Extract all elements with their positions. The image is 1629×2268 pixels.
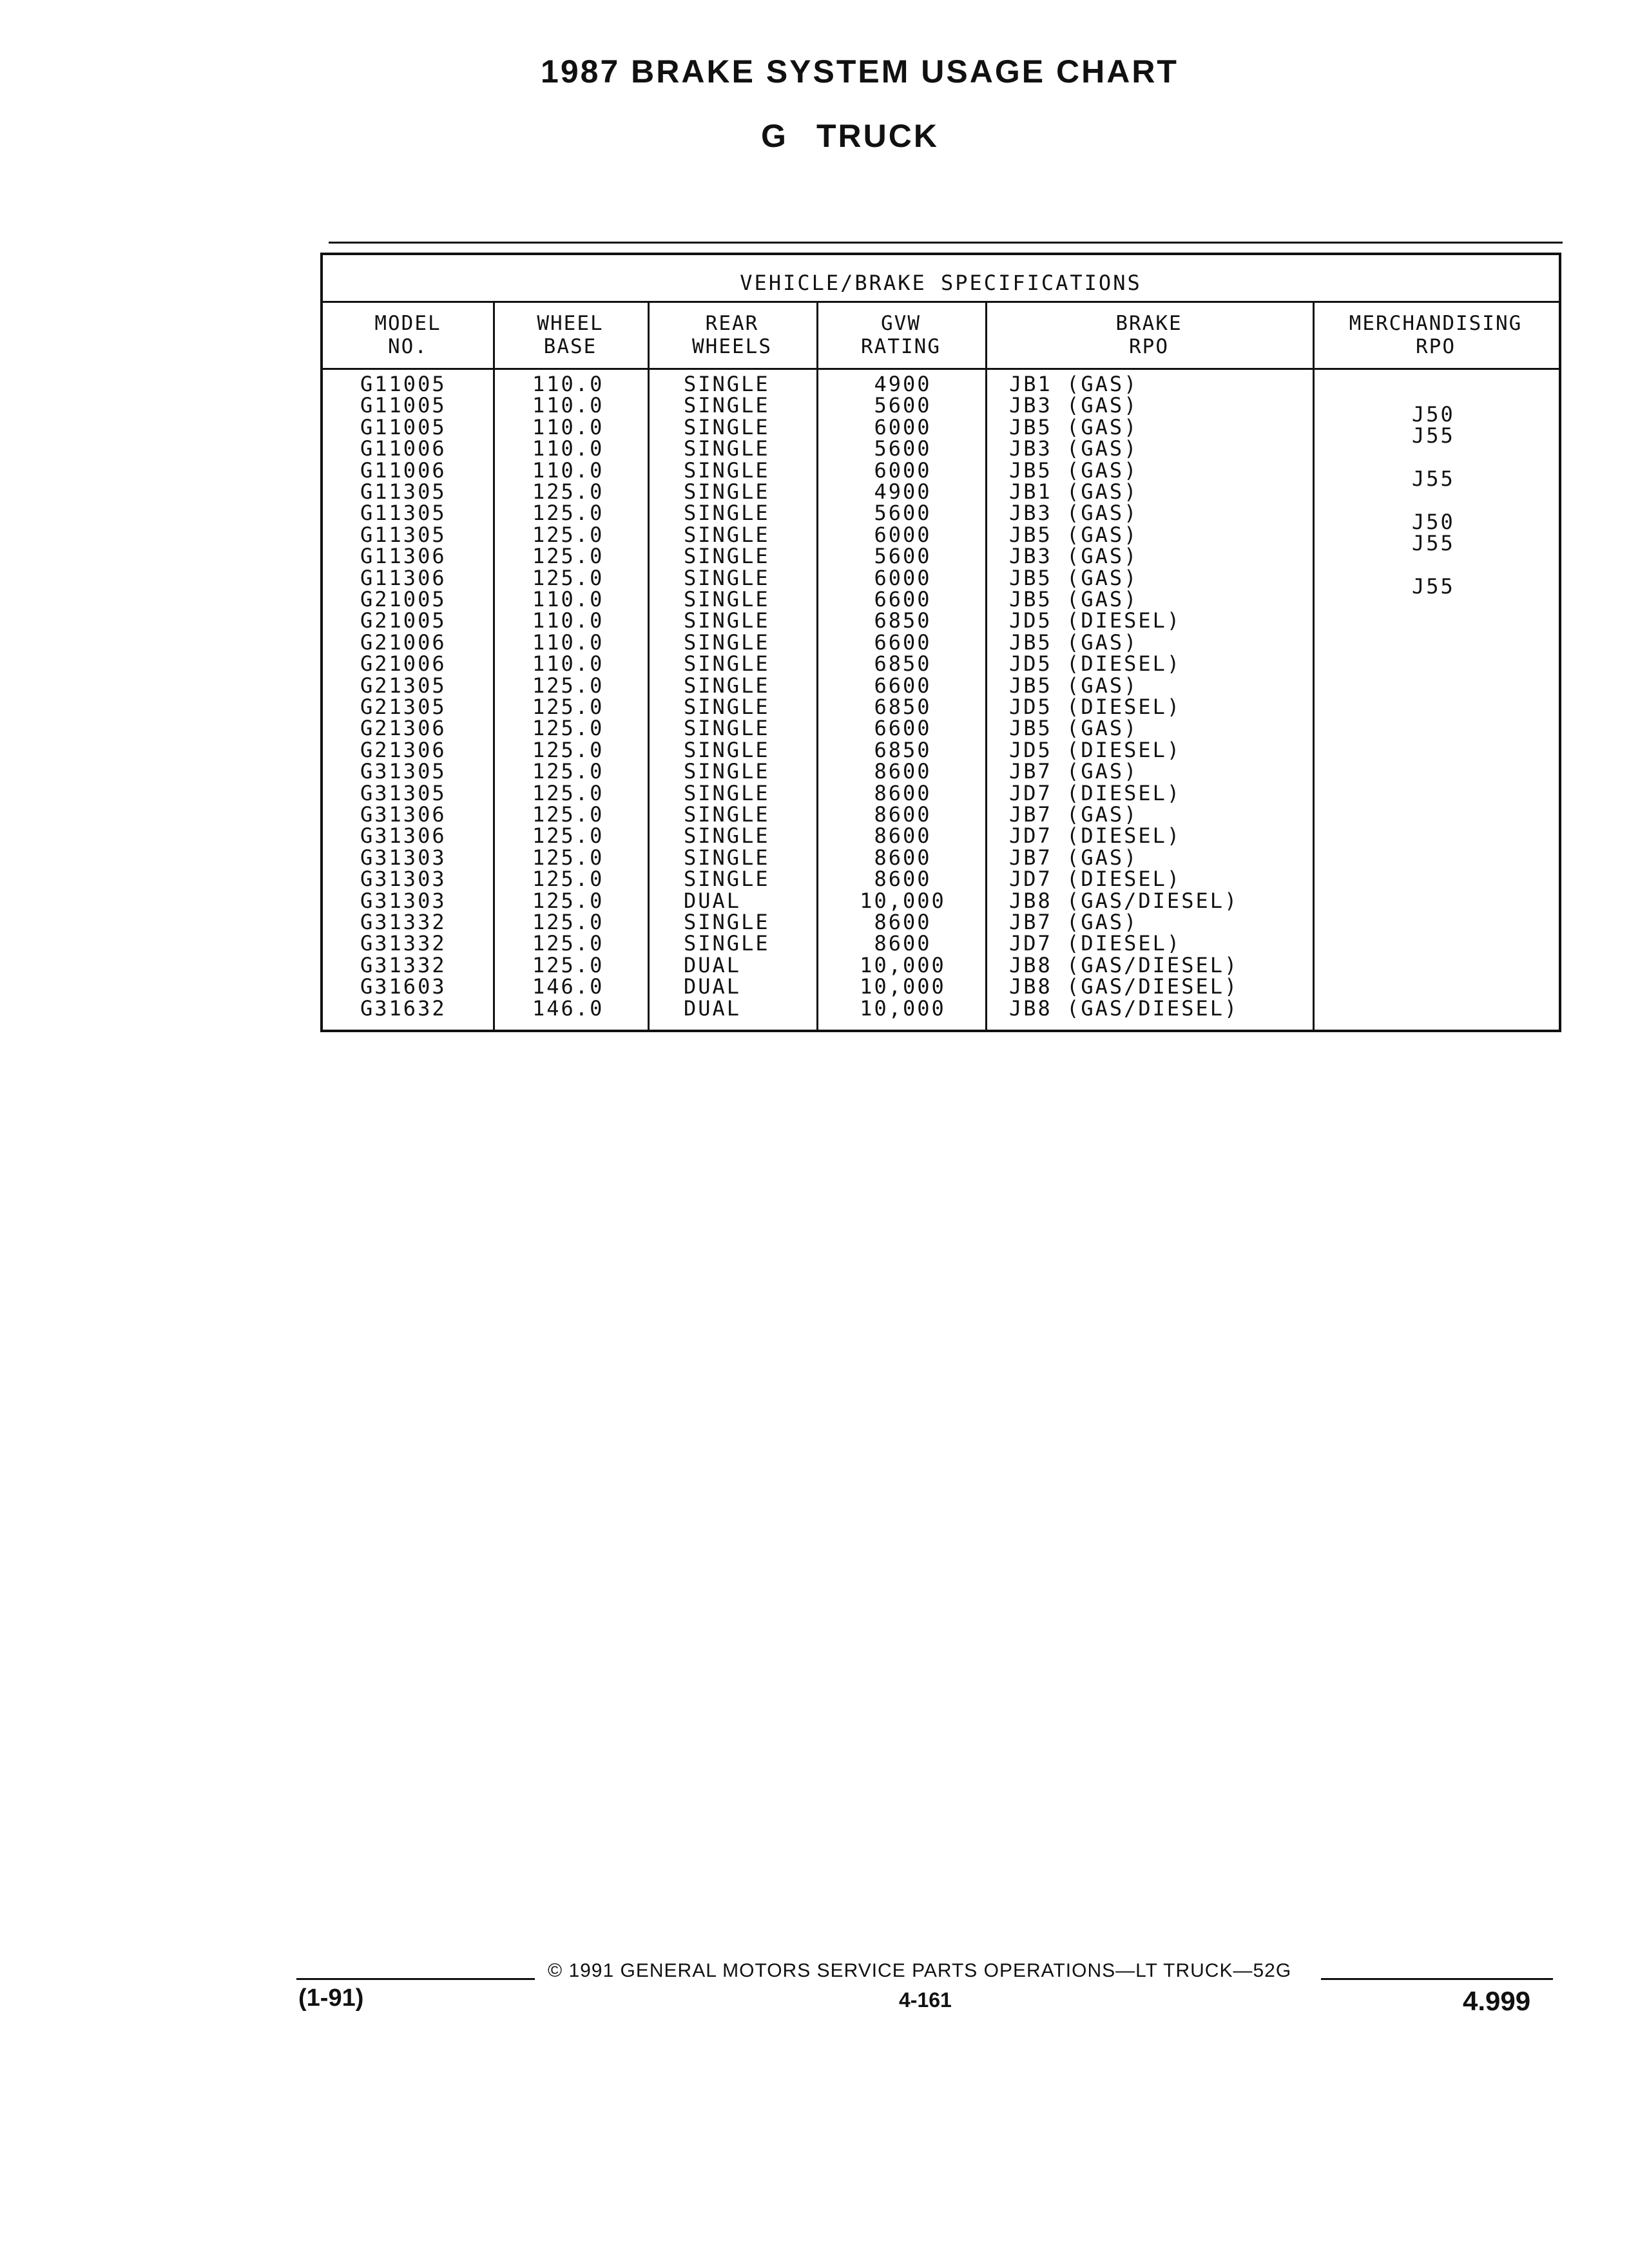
cell-rear-wheels: SINGLE (684, 867, 770, 892)
table-row (323, 502, 1559, 524)
subtitle-letter: G (761, 118, 788, 154)
cell-model: G31332 (360, 931, 447, 956)
cell-gvw: 10,000 (860, 974, 946, 999)
page-subtitle (0, 117, 1629, 155)
cell-brake-rpo: JB5 (GAS) (1009, 629, 1139, 655)
cell-brake-rpo: JB7 (GAS) (1009, 910, 1139, 934)
cell-gvw: 10,000 (860, 888, 946, 913)
cell-model: G31303 (360, 867, 447, 892)
column-header-line: GVW (881, 312, 921, 335)
cell-gvw: 6600 (874, 629, 932, 655)
table-row (323, 437, 1559, 459)
cell-rear-wheels: SINGLE (684, 823, 770, 849)
column-header-line: REAR (705, 312, 759, 335)
table-row (323, 803, 1559, 825)
cell-brake-rpo: JB5 (GAS) (1009, 457, 1139, 483)
cell-model: G31603 (360, 974, 447, 999)
cell-brake-rpo: JB8 (GAS/DIESEL) (1009, 995, 1239, 1021)
cell-model: G21305 (360, 695, 447, 719)
cell-wheelbase: 125.0 (532, 565, 604, 590)
cell-gvw: 6850 (874, 651, 932, 677)
cell-brake-rpo: JB7 (GAS) (1009, 845, 1139, 870)
cell-wheelbase: 125.0 (532, 479, 604, 504)
cell-gvw: 8600 (874, 780, 932, 805)
subtitle-word: TRUCK (816, 118, 939, 154)
cell-gvw: 8600 (874, 759, 932, 784)
cell-model: G31632 (360, 995, 447, 1021)
cell-wheelbase: 125.0 (532, 888, 604, 913)
table-row (323, 653, 1559, 675)
cell-gvw: 6850 (874, 695, 932, 719)
cell-gvw: 6000 (874, 414, 932, 439)
cell-model: G11005 (360, 372, 447, 396)
column-header-line: BASE (543, 335, 597, 358)
cell-wheelbase: 110.0 (532, 587, 604, 611)
cell-wheelbase: 125.0 (532, 673, 604, 698)
merchandising-rpo-value: J50 (1412, 402, 1455, 427)
cell-brake-rpo: JB5 (GAS) (1009, 587, 1139, 611)
cell-wheelbase: 125.0 (532, 952, 604, 977)
cell-rear-wheels: DUAL (684, 974, 742, 999)
cell-model: G11305 (360, 479, 447, 504)
cell-gvw: 8600 (874, 931, 932, 956)
merchandising-rpo-value: J55 (1412, 574, 1455, 599)
cell-brake-rpo: JB7 (GAS) (1009, 759, 1139, 784)
table-row (323, 675, 1559, 697)
cell-rear-wheels: SINGLE (684, 737, 770, 762)
column-header-line: BRAKE (1115, 312, 1182, 335)
cell-model: G21006 (360, 629, 447, 655)
column-header-merchandising-rpo (1313, 303, 1559, 367)
cell-gvw: 8600 (874, 845, 932, 870)
cell-rear-wheels: SINGLE (684, 759, 770, 784)
cell-rear-wheels: SINGLE (684, 629, 770, 655)
cell-brake-rpo: JD5 (DIESEL) (1009, 651, 1182, 677)
table-row (323, 416, 1559, 438)
cell-model: G11005 (360, 414, 447, 439)
table-row (323, 954, 1559, 976)
cell-model: G31305 (360, 780, 447, 805)
table-row (323, 760, 1559, 782)
cell-brake-rpo: JD7 (DIESEL) (1009, 823, 1182, 849)
column-header-line: WHEEL (537, 312, 604, 335)
cell-wheelbase: 125.0 (532, 522, 604, 547)
footer-copyright: © 1991 GENERAL MOTORS SERVICE PARTS OPERATIONS—LT TRUCK—52G (548, 1960, 1292, 1981)
column-header-line: RATING (861, 335, 941, 358)
cell-brake-rpo: JB1 (GAS) (1009, 479, 1139, 504)
cell-rear-wheels: SINGLE (684, 673, 770, 698)
cell-gvw: 5600 (874, 393, 932, 418)
cell-wheelbase: 110.0 (532, 372, 604, 396)
table-row (323, 997, 1559, 1019)
cell-rear-wheels: DUAL (684, 995, 742, 1021)
column-header-brake-rpo (985, 303, 1313, 367)
cell-brake-rpo: JB3 (GAS) (1009, 544, 1139, 569)
cell-brake-rpo: JB5 (GAS) (1009, 565, 1139, 590)
cell-gvw: 5600 (874, 544, 932, 569)
table-row (323, 890, 1559, 912)
table-row (323, 696, 1559, 718)
cell-wheelbase: 125.0 (532, 759, 604, 784)
cell-model: G21305 (360, 673, 447, 698)
column-header-rear-wheels (648, 303, 816, 367)
footer-section-number: 4.999 (1463, 1986, 1531, 2016)
page-title: 1987 BRAKE SYSTEM USAGE CHART (541, 53, 1179, 90)
cell-gvw: 8600 (874, 823, 932, 849)
table-row (323, 610, 1559, 631)
cell-wheelbase: 125.0 (532, 737, 604, 762)
cell-wheelbase: 125.0 (532, 802, 604, 827)
column-header-row (323, 303, 1559, 370)
cell-wheelbase: 146.0 (532, 995, 604, 1021)
cell-wheelbase: 125.0 (532, 845, 604, 870)
cell-brake-rpo: JB3 (GAS) (1009, 436, 1139, 461)
cell-model: G31306 (360, 823, 447, 849)
cell-model: G31332 (360, 910, 447, 934)
cell-model: G31332 (360, 952, 447, 977)
cell-wheelbase: 146.0 (532, 974, 604, 999)
cell-gvw: 6600 (874, 716, 932, 741)
cell-model: G21005 (360, 608, 447, 633)
brake-usage-table (320, 253, 1561, 1032)
cell-brake-rpo: JB5 (GAS) (1009, 522, 1139, 547)
cell-wheelbase: 125.0 (532, 780, 604, 805)
cell-gvw: 6850 (874, 608, 932, 633)
table-section-header: VEHICLE/BRAKE SPECIFICATIONS (323, 255, 1559, 303)
cell-rear-wheels: SINGLE (684, 802, 770, 827)
cell-brake-rpo: JD7 (DIESEL) (1009, 867, 1182, 892)
cell-model: G11306 (360, 544, 447, 569)
cell-gvw: 6600 (874, 673, 932, 698)
table-row (323, 825, 1559, 847)
cell-rear-wheels: SINGLE (684, 587, 770, 611)
cell-brake-rpo: JB1 (GAS) (1009, 372, 1139, 396)
cell-brake-rpo: JB8 (GAS/DIESEL) (1009, 952, 1239, 977)
cell-wheelbase: 125.0 (532, 823, 604, 849)
cell-brake-rpo: JB8 (GAS/DIESEL) (1009, 974, 1239, 999)
cell-brake-rpo: JB5 (GAS) (1009, 716, 1139, 741)
cell-model: G21306 (360, 737, 447, 762)
cell-model: G31306 (360, 802, 447, 827)
table-row (323, 911, 1559, 933)
cell-rear-wheels: SINGLE (684, 716, 770, 741)
table-row (323, 631, 1559, 653)
column-header-line: MERCHANDISING (1349, 312, 1523, 335)
footer-page-code: 4-161 (899, 1988, 952, 2012)
cell-gvw: 6600 (874, 587, 932, 611)
cell-brake-rpo: JB8 (GAS/DIESEL) (1009, 888, 1239, 913)
cell-wheelbase: 110.0 (532, 651, 604, 677)
table-row (323, 975, 1559, 997)
cell-model: G31303 (360, 845, 447, 870)
column-header-wheelbase (493, 303, 648, 367)
cell-gvw: 8600 (874, 867, 932, 892)
cell-rear-wheels: SINGLE (684, 910, 770, 934)
cell-wheelbase: 125.0 (532, 867, 604, 892)
cell-rear-wheels: SINGLE (684, 522, 770, 547)
footer-rule-right (1321, 1978, 1553, 1980)
table-row (323, 932, 1559, 954)
cell-model: G11306 (360, 565, 447, 590)
cell-gvw: 8600 (874, 910, 932, 934)
cell-gvw: 4900 (874, 479, 932, 504)
cell-gvw: 10,000 (860, 952, 946, 977)
cell-rear-wheels: SINGLE (684, 931, 770, 956)
cell-brake-rpo: JD5 (DIESEL) (1009, 737, 1182, 762)
cell-wheelbase: 125.0 (532, 931, 604, 956)
merchandising-rpo-value: J55 (1412, 423, 1455, 448)
cell-gvw: 4900 (874, 372, 932, 396)
merchandising-rpo-value: J50 (1412, 510, 1455, 534)
cell-wheelbase: 125.0 (532, 910, 604, 934)
table-row (323, 545, 1559, 567)
cell-model: G21006 (360, 651, 447, 677)
cell-wheelbase: 110.0 (532, 457, 604, 483)
column-header-gvw (816, 303, 985, 367)
table-row (323, 588, 1559, 610)
table-row (323, 373, 1559, 395)
table-row (323, 847, 1559, 869)
table-row (323, 717, 1559, 739)
cell-brake-rpo: JD7 (DIESEL) (1009, 931, 1182, 956)
cell-brake-rpo: JB5 (GAS) (1009, 673, 1139, 698)
cell-rear-wheels: SINGLE (684, 372, 770, 396)
cell-wheelbase: 110.0 (532, 393, 604, 418)
cell-gvw: 6000 (874, 522, 932, 547)
table-row (323, 524, 1559, 546)
column-header-line: NO. (388, 335, 428, 358)
table-row (323, 782, 1559, 804)
cell-wheelbase: 110.0 (532, 608, 604, 633)
cell-rear-wheels: SINGLE (684, 608, 770, 633)
cell-brake-rpo: JB3 (GAS) (1009, 501, 1139, 526)
cell-rear-wheels: SINGLE (684, 393, 770, 418)
cell-rear-wheels: SINGLE (684, 651, 770, 677)
cell-wheelbase: 125.0 (532, 501, 604, 526)
table-row (323, 481, 1559, 503)
cell-model: G31303 (360, 888, 447, 913)
cell-gvw: 6000 (874, 457, 932, 483)
cell-model: G11305 (360, 501, 447, 526)
table-row (323, 394, 1559, 416)
cell-rear-wheels: SINGLE (684, 436, 770, 461)
cell-rear-wheels: DUAL (684, 952, 742, 977)
cell-model: G31305 (360, 759, 447, 784)
table-row (323, 868, 1559, 890)
cell-rear-wheels: SINGLE (684, 845, 770, 870)
cell-model: G11305 (360, 522, 447, 547)
table-row (323, 459, 1559, 481)
cell-rear-wheels: SINGLE (684, 414, 770, 439)
cell-wheelbase: 125.0 (532, 695, 604, 719)
footer-date-code: (1-91) (298, 1984, 364, 2012)
cell-brake-rpo: JD5 (DIESEL) (1009, 608, 1182, 633)
merchandising-rpo-value: J55 (1412, 466, 1455, 491)
column-header-line: RPO (1129, 335, 1169, 358)
table-row (323, 739, 1559, 761)
cell-brake-rpo: JB3 (GAS) (1009, 393, 1139, 418)
cell-model: G21005 (360, 587, 447, 611)
cell-gvw: 5600 (874, 501, 932, 526)
footer-rule-left (296, 1978, 535, 1980)
cell-wheelbase: 125.0 (532, 716, 604, 741)
column-header-line: RPO (1416, 335, 1456, 358)
table-top-rule (329, 242, 1563, 244)
cell-rear-wheels: SINGLE (684, 501, 770, 526)
cell-wheelbase: 110.0 (532, 414, 604, 439)
cell-model: G11006 (360, 457, 447, 483)
column-header-line: MODEL (374, 312, 441, 335)
cell-rear-wheels: SINGLE (684, 565, 770, 590)
merchandising-rpo-value: J55 (1412, 531, 1455, 555)
cell-gvw: 6850 (874, 737, 932, 762)
cell-wheelbase: 125.0 (532, 544, 604, 569)
cell-rear-wheels: SINGLE (684, 457, 770, 483)
cell-wheelbase: 110.0 (532, 436, 604, 461)
cell-brake-rpo: JD5 (DIESEL) (1009, 695, 1182, 719)
cell-wheelbase: 110.0 (532, 629, 604, 655)
table-row (323, 567, 1559, 589)
cell-gvw: 8600 (874, 802, 932, 827)
column-header-model (323, 303, 493, 367)
cell-rear-wheels: SINGLE (684, 695, 770, 719)
cell-rear-wheels: DUAL (684, 888, 742, 913)
cell-model: G21306 (360, 716, 447, 741)
cell-gvw: 5600 (874, 436, 932, 461)
cell-brake-rpo: JB5 (GAS) (1009, 414, 1139, 439)
cell-brake-rpo: JB7 (GAS) (1009, 802, 1139, 827)
cell-rear-wheels: SINGLE (684, 780, 770, 805)
cell-model: G11005 (360, 393, 447, 418)
cell-brake-rpo: JD7 (DIESEL) (1009, 780, 1182, 805)
column-header-line: WHEELS (692, 335, 772, 358)
cell-gvw: 6000 (874, 565, 932, 590)
cell-gvw: 10,000 (860, 995, 946, 1021)
cell-rear-wheels: SINGLE (684, 479, 770, 504)
cell-rear-wheels: SINGLE (684, 544, 770, 569)
cell-model: G11006 (360, 436, 447, 461)
